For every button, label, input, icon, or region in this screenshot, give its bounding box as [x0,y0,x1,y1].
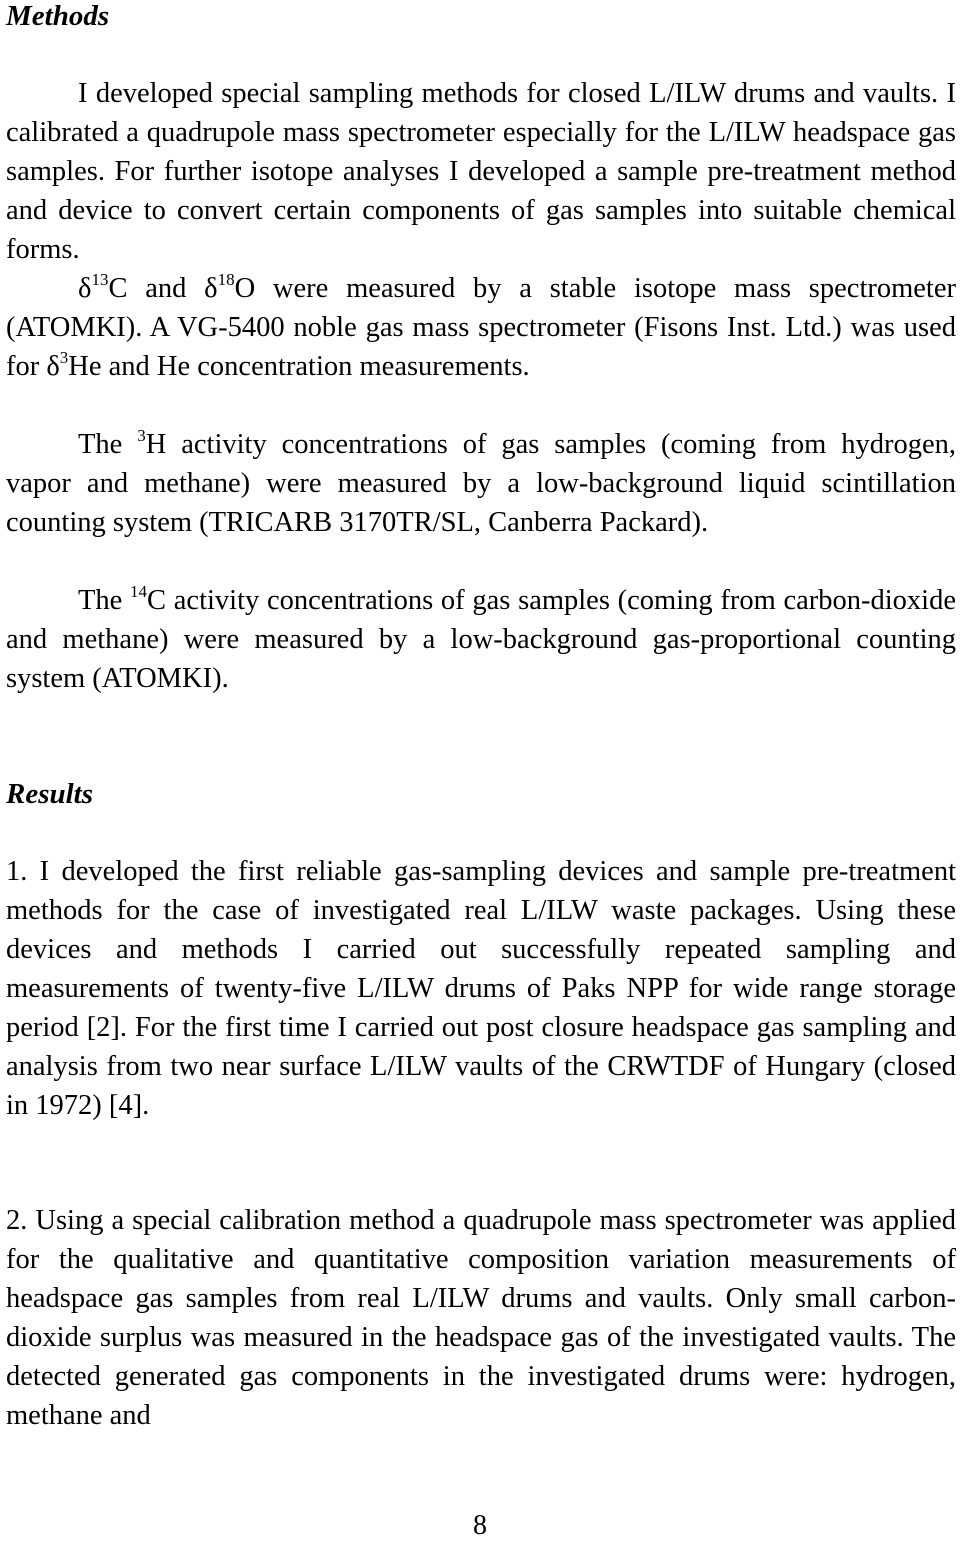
text-segment: C activity concentrations of gas samples (coming from carbon-dioxide and methane) were measured by a low-background gas-proportional counting system (ATOMKI). [6,585,957,694]
text-segment: O were measured by a stable isotope mass spectrometer (ATOMKI). A VG-5400 noble gas mass spectrometer (Fisons Inst. Ltd.) was used for [6,273,956,382]
text-segment: H activity concentrations of gas samples (coming from hydrogen, vapor and methane) were measured by a low-background liquid scintillation counting system (TRICARB 3170TR/SL, Canberra Packard). [6,429,956,538]
superscript-3: 3 [137,426,146,445]
methods-paragraph-tritium [6,425,956,542]
results-item-1: 1. I developed the first reliable gas-sampling devices and sample pre-treatment methods for the case of investigated real L/ILW waste packages. Using these devices and methods I carried out successfully repeated sampling and measurements of twenty-five L/ILW drums of Paks NPP for wide range storage period [2]. For the first time I carried out post closure headspace gas sampling and analysis from two near surface L/ILW vaults of the CRWTDF of Hungary (closed in 1972) [4]. [6,856,956,1121]
results-item-2: 2. Using a special calibration method a quadrupole mass spectrometer was applied for the qualitative and quantitative composition variation measurements of headspace gas samples from real L/ILW drums and vaults. Only small carbon-dioxide surplus was measured in the headspace gas of the investigated vaults. The detected generated gas components in the investigated drums were: hydrogen, methane and [6,1205,956,1431]
methods-paragraph-stable-isotopes [6,269,956,386]
text-segment: C and [108,273,205,304]
superscript-14: 14 [130,582,148,601]
results-heading: Results [6,778,94,810]
page-number: 8 [473,1510,487,1541]
superscript-13: 13 [91,270,109,289]
methods-heading: Methods [6,0,110,32]
methods-paragraph-carbon14 [6,581,956,698]
text-segment: The [78,585,131,616]
methods-paragraph-sampling: I developed special sampling methods for closed L/ILW drums and vaults. I calibrated a quadrupole mass spectrometer especially for the L/ILW headspace gas samples. For further isotope analyses I developed a sample pre-treatment method and device to convert certain components of gas samples into suitable chemical forms. [6,78,956,265]
text-segment: The [78,429,138,460]
text-segment: He and He concentration measurements. [68,351,530,382]
delta-symbol: δ [78,273,92,304]
superscript-18: 18 [217,270,235,289]
delta-symbol: δ [204,273,218,304]
delta-symbol: δ [46,351,60,382]
superscript-3: 3 [59,348,69,367]
